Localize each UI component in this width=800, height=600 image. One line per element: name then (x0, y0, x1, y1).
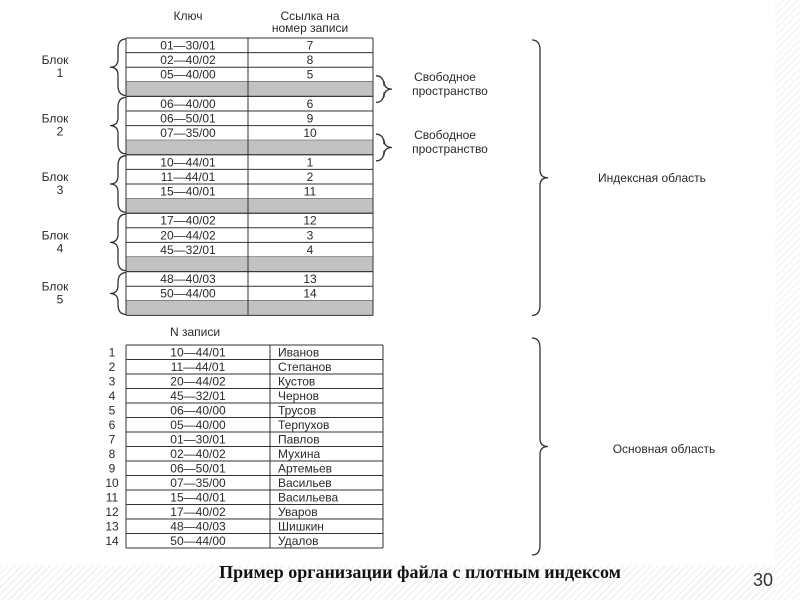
index-ref-cell: 3 (306, 228, 314, 243)
index-key-cell: 20—44/02 (160, 228, 216, 243)
surname-cell: Трусов (278, 403, 317, 418)
free-space-brace (376, 76, 392, 103)
main-key-cell: 02—40/02 (170, 447, 226, 461)
index-ref-cell: 9 (306, 111, 314, 126)
index-area-label: Индексная область (598, 171, 706, 185)
main-key-cell: 06—50/01 (170, 461, 226, 476)
index-ref-cell: 12 (303, 213, 317, 228)
block-label-number: 3 (56, 183, 64, 197)
record-number: 9 (108, 461, 116, 476)
main-key-cell: 20—44/02 (170, 374, 226, 389)
index-ref-cell: 6 (306, 96, 314, 111)
free-space-row (126, 257, 373, 272)
free-space-row (126, 140, 373, 155)
index-key-cell: 48—40/03 (160, 272, 216, 287)
free-space-label: Свободное (414, 69, 476, 84)
free-space-label: пространство (412, 83, 488, 98)
index-area-brace (532, 40, 548, 315)
main-key-cell: 45—32/01 (170, 389, 226, 403)
main-key-cell: 06—40/00 (170, 403, 226, 418)
index-ref-cell: 1 (306, 155, 314, 170)
index-ref-header: номер записи (271, 21, 349, 35)
record-number: 7 (108, 432, 116, 447)
block-label-number: 4 (56, 241, 64, 256)
main-key-cell: 50—44/00 (170, 534, 226, 548)
record-number: 6 (108, 418, 116, 432)
block-brace (110, 273, 126, 315)
free-space-row (126, 301, 373, 316)
main-area-brace (532, 338, 548, 555)
surname-cell: Иванов (278, 345, 320, 360)
block-brace (110, 39, 126, 95)
main-area-header: N записи (170, 325, 221, 339)
index-ref-cell: 4 (306, 242, 314, 257)
index-ref-cell: 5 (306, 67, 314, 82)
surname-cell: Павлов (278, 432, 320, 447)
index-ref-cell: 11 (303, 184, 317, 199)
block-label: Блок (41, 170, 69, 184)
main-key-cell: 01—30/01 (170, 432, 226, 447)
index-ref-cell: 8 (306, 53, 314, 68)
block-brace (110, 156, 126, 212)
index-ref-header: Ссылка на (280, 9, 340, 23)
surname-cell: Терпухов (278, 418, 330, 432)
record-number: 14 (105, 534, 119, 548)
free-space-row (126, 82, 373, 97)
index-key-cell: 06—50/01 (160, 111, 216, 126)
index-key-cell: 06—40/00 (160, 96, 216, 111)
index-ref-cell: 10 (303, 126, 317, 141)
index-key-cell: 50—44/00 (160, 286, 216, 301)
block-label: Блок (41, 111, 69, 126)
surname-cell: Уваров (278, 505, 318, 519)
surname-cell: Артемьев (278, 461, 332, 476)
page-number: 30 (753, 570, 774, 590)
record-number: 3 (108, 374, 116, 389)
surname-cell: Степанов (278, 360, 332, 374)
block-label: Блок (41, 53, 69, 68)
surname-cell: Васильев (278, 476, 332, 490)
surname-cell: Кустов (278, 374, 316, 389)
index-key-cell: 17—40/02 (160, 213, 216, 228)
free-space-brace (376, 134, 392, 161)
surname-cell: Мухина (278, 447, 321, 461)
main-key-cell: 17—40/02 (170, 505, 226, 519)
index-key-cell: 07—35/00 (160, 126, 216, 141)
block-label-number: 2 (56, 124, 64, 139)
record-number: 1 (108, 345, 116, 360)
main-key-cell: 48—40/03 (170, 519, 226, 534)
index-key-cell: 01—30/01 (160, 38, 216, 53)
main-key-cell: 10—44/01 (170, 345, 226, 360)
block-brace (110, 97, 126, 153)
record-number: 5 (108, 403, 116, 418)
record-number: 12 (105, 505, 119, 519)
free-space-label: пространство (412, 142, 488, 157)
index-ref-cell: 14 (303, 286, 317, 301)
record-number: 4 (108, 389, 116, 403)
main-key-cell: 11—44/01 (170, 360, 226, 374)
index-key-cell: 02—40/02 (160, 53, 216, 68)
index-ref-cell: 7 (306, 38, 314, 53)
free-space-label: Свободное (414, 128, 476, 143)
record-number: 13 (105, 519, 119, 534)
index-ref-cell: 13 (303, 272, 317, 287)
slide-caption: Пример организации файла с плотным индексом (219, 562, 621, 582)
index-key-cell: 45—32/01 (160, 242, 216, 257)
index-key-cell: 10—44/01 (160, 155, 216, 170)
record-number: 8 (108, 447, 116, 461)
index-key-cell: 15—40/01 (160, 184, 216, 199)
block-label-number: 1 (56, 66, 64, 81)
block-label: Блок (41, 279, 69, 294)
main-key-cell: 07—35/00 (170, 476, 226, 490)
free-space-row (126, 199, 373, 214)
record-number: 2 (108, 360, 116, 374)
surname-cell: Шишкин (278, 519, 324, 534)
index-key-header: Ключ (173, 9, 203, 23)
surname-cell: Чернов (278, 389, 320, 403)
block-label: Блок (41, 228, 69, 243)
index-key-cell: 11—44/01 (160, 169, 216, 184)
index-key-cell: 05—40/00 (160, 67, 216, 82)
main-key-cell: 05—40/00 (170, 418, 226, 432)
main-area-label: Основная область (612, 442, 716, 456)
index-ref-cell: 2 (306, 169, 314, 184)
block-brace (110, 214, 126, 270)
main-key-cell: 15—40/01 (170, 490, 226, 505)
record-number: 11 (105, 490, 119, 505)
record-number: 10 (105, 476, 119, 490)
block-label-number: 5 (56, 292, 64, 307)
surname-cell: Удалов (278, 534, 319, 548)
surname-cell: Васильева (278, 490, 339, 505)
